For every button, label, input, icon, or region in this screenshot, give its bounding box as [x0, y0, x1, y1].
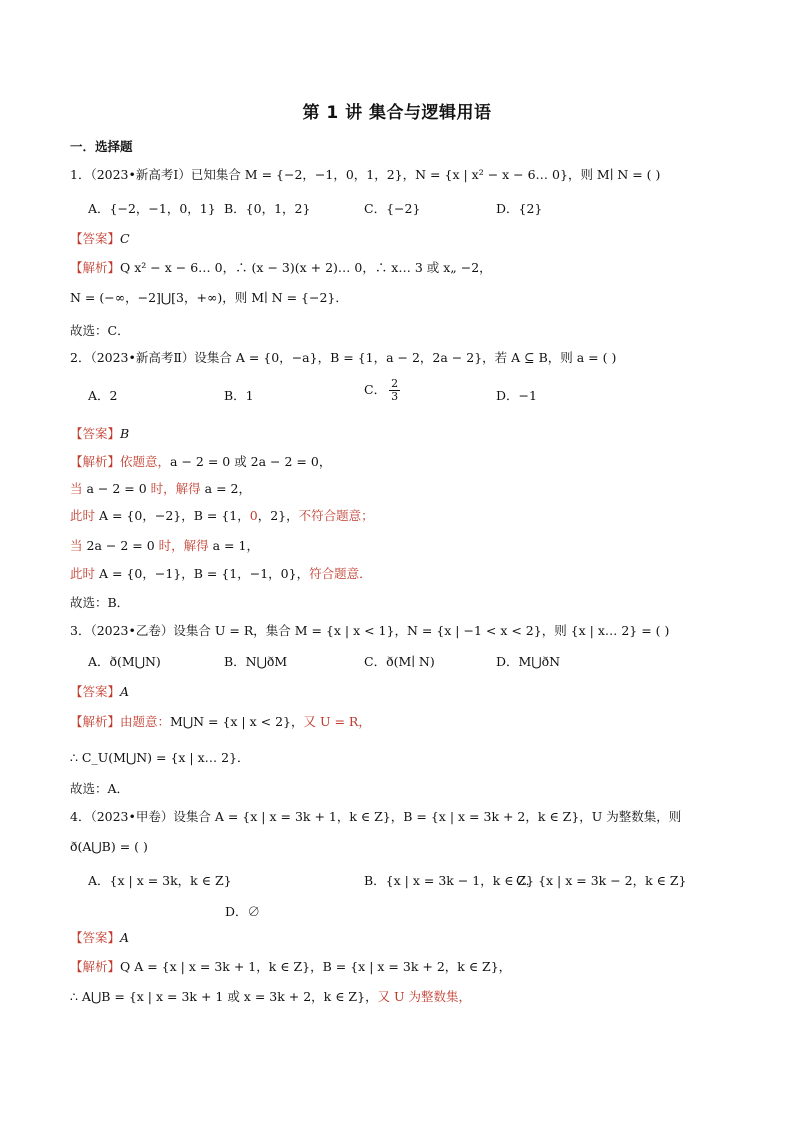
question-2-stem: 2．（2023•新高考Ⅱ）设集合 A = {0，−a}，B = {1，a − 2，2a − 2}，若 A ⊆ B，则 a = ( ) [70, 350, 617, 365]
q1-option-b: B．{0，1，2} [224, 201, 311, 216]
q3-analysis-row-1: 【解析】由题意：M⋃N = {x | x < 2}，又 U = R， [70, 714, 371, 729]
analysis-label: 【解析】 [70, 454, 121, 469]
question-4-stem-line-2: ð(A⋃B) = ( ) [70, 839, 148, 854]
q2-case-2: 当 2a − 2 = 0 时，解得 a = 1， [70, 538, 259, 553]
q2-option-b: B．1 [224, 388, 254, 403]
q1-option-a: A．{−2，−1，0，1} [88, 201, 216, 216]
answer-label: 【答案】 [70, 930, 121, 945]
analysis-label: 【解析】 [70, 714, 121, 729]
section-heading: 一．选择题 [70, 139, 133, 154]
q2-answer-row [70, 424, 129, 442]
q1-analysis-row-1 [70, 258, 492, 276]
q2-answer-value: B [120, 426, 130, 441]
q2-option-c-label: C． [364, 382, 387, 397]
analysis-label: 【解析】 [70, 260, 121, 275]
q3-option-d: D．M⋃ðN [496, 654, 561, 669]
q1-answer-value: C [120, 231, 130, 246]
q2-option-a: A．2 [88, 388, 118, 403]
q4-option-c: C．{x | x = 3k − 2，k ∈ Z} [516, 873, 687, 888]
q2-option-d: D．−1 [496, 388, 537, 403]
question-1-stem: 1．（2023•新高考Ⅰ）已知集合 M = {−2，−1，0，1，2}，N = {x | x² − x − 6… 0}，则 M∣ N = ( ) [70, 167, 661, 182]
q4-analysis-row-2: ∴ A⋃B = {x | x = 3k + 1 或 x = 3k + 2，k ∈ Z}，又 U 为整数集， [70, 989, 472, 1004]
q1-analysis-row-2: N = (−∞，−2]⋃[3，+∞)，则 M∣ N = {−2}． [70, 290, 348, 305]
answer-label: 【答案】 [70, 426, 121, 441]
q3-conclusion: 故选：A． [70, 781, 130, 796]
q2-analysis-row-1: 【解析】依题意，a − 2 = 0 或 2a − 2 = 0， [70, 454, 332, 469]
q1-conclusion: 故选：C． [70, 323, 130, 338]
q3-answer-value: A [120, 684, 130, 699]
q2-option-c [364, 378, 403, 403]
q1-option-d: D．{2} [496, 201, 543, 216]
q4-analysis-row-1: 【解析】Q A = {x | x = 3k + 1，k ∈ Z}，B = {x | x = 3k + 2，k ∈ Z}， [70, 959, 512, 974]
q4-option-b: B．{x | x = 3k − 1，k ∈ Z} [364, 873, 535, 888]
q3-option-b: B．N⋃ðM [224, 654, 288, 669]
q4-answer-value: A [120, 930, 130, 945]
q3-option-a: A．ð(M⋃N) [88, 654, 161, 669]
q1-analysis-text-1: Q x² − x − 6… 0，∴ (x − 3)(x + 2)… 0，∴ x… 3 或 x„ −2， [120, 260, 492, 275]
q3-analysis-row-2: ∴ C_U(M⋃N) = {x | x… 2}． [70, 750, 250, 765]
q4-answer-row [70, 928, 129, 946]
question-4-stem-line-1: 4．（2023•甲卷）设集合 A = {x | x = 3k + 1，k ∈ Z}，B = {x | x = 3k + 2，k ∈ Z}，U 为整数集，则 [70, 809, 682, 824]
q3-option-c: C．ð(M∣ N) [364, 654, 435, 669]
q2-case-1: 当 a − 2 = 0 时，解得 a = 2， [70, 481, 251, 496]
q2-option-c-fraction: $\frac{2}{3}$ [391, 377, 399, 403]
page-title: 第 1 讲 集合与逻辑用语 [302, 103, 492, 123]
analysis-label: 【解析】 [70, 959, 121, 974]
q4-option-a: A．{x | x = 3k，k ∈ Z} [88, 873, 232, 888]
q1-option-c: C．{−2} [364, 201, 421, 216]
question-3-stem: 3．（2023•乙卷）设集合 U = R，集合 M = {x | x < 1}，N = {x | −1 < x < 2}，则 {x | x… 2} = ( ) [70, 623, 670, 638]
q2-case-1-check: 此时 A = {0，−2}，B = {1，0，2}，不符合题意； [70, 508, 374, 523]
answer-label: 【答案】 [70, 684, 121, 699]
q4-option-d: D．∅ [225, 904, 261, 919]
answer-label: 【答案】 [70, 231, 121, 246]
q2-conclusion: 故选：B． [70, 595, 130, 610]
q3-answer-row [70, 682, 129, 700]
q1-answer-row [70, 229, 130, 247]
q2-case-2-check: 此时 A = {0，−1}，B = {1，−1，0}，符合题意． [70, 566, 372, 581]
